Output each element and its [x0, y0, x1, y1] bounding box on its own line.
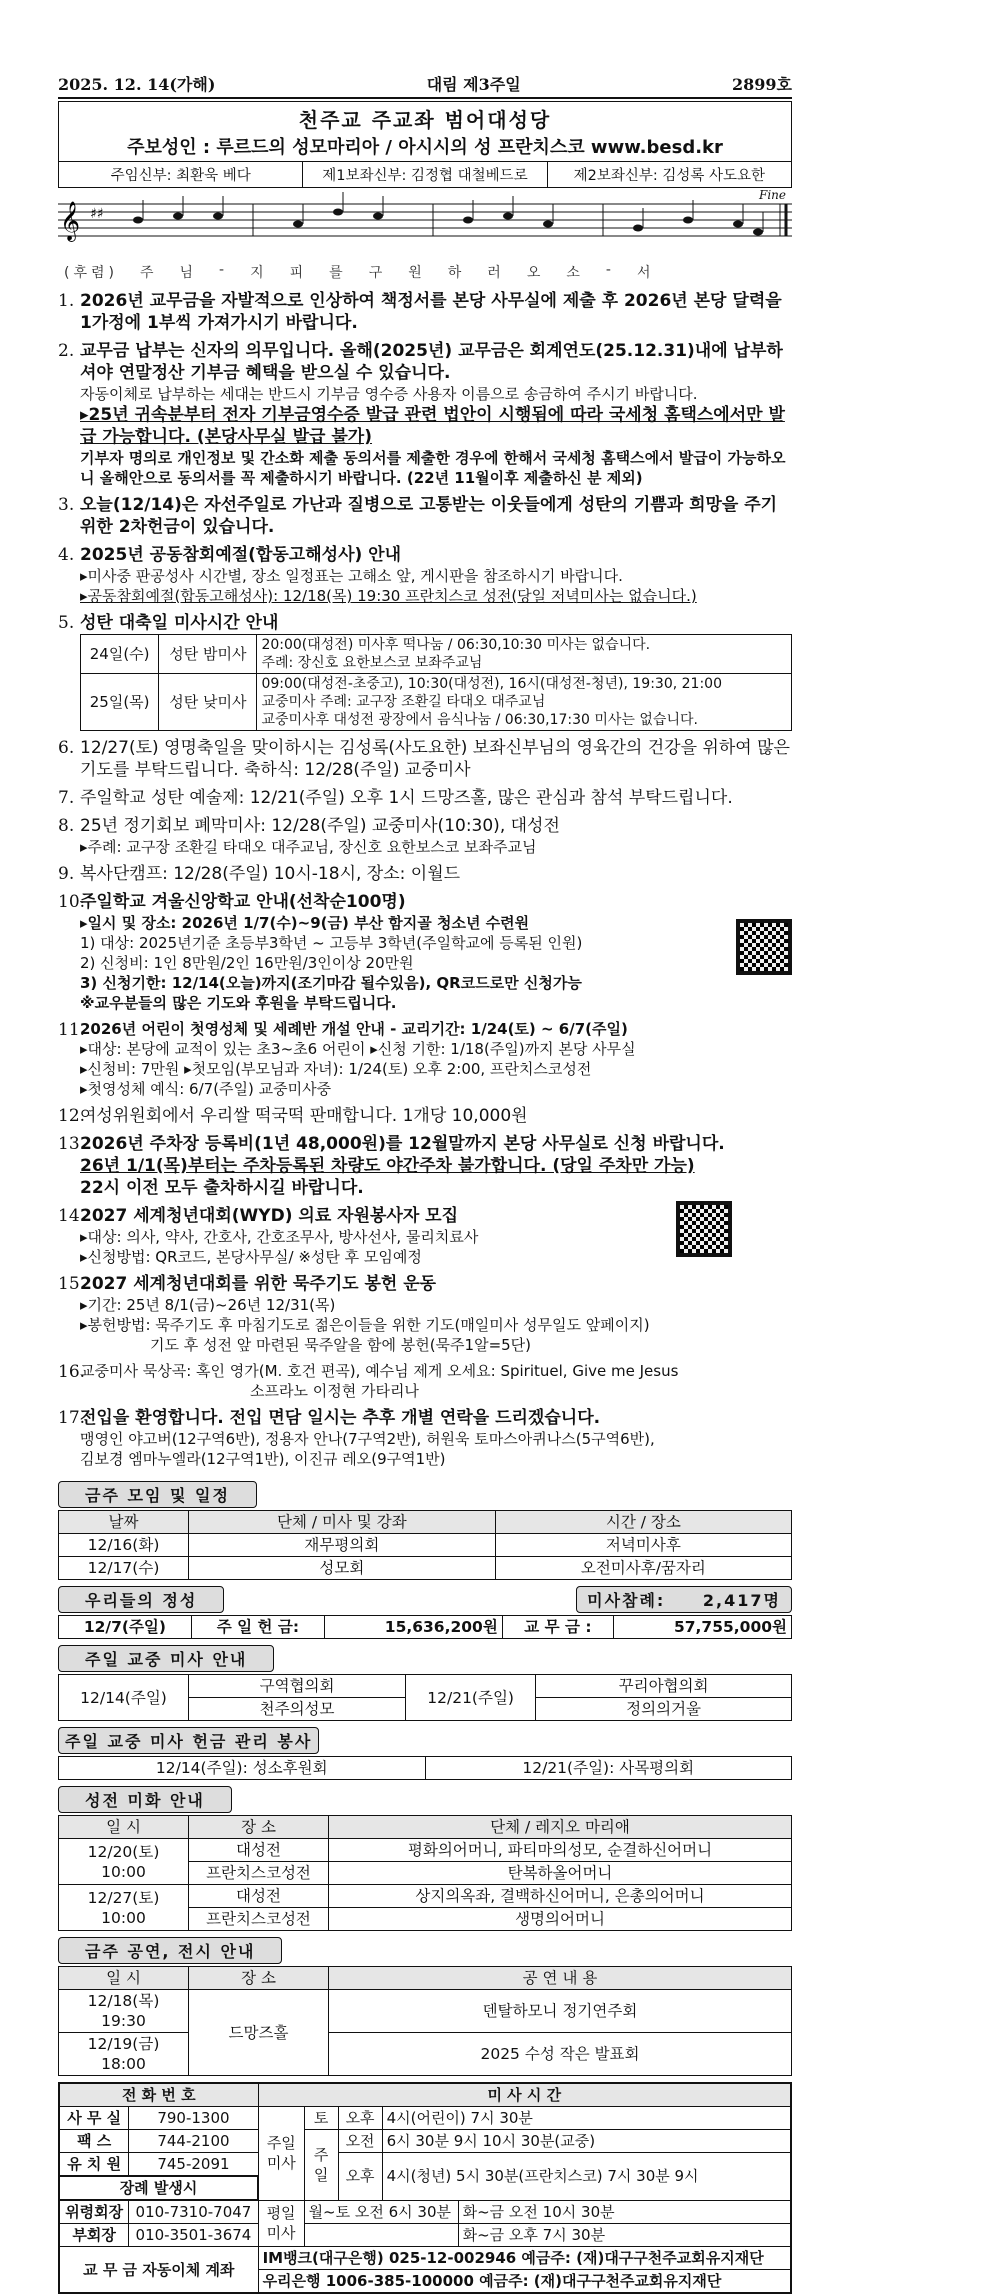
- item-line: 2026년 주차장 등록비(1년 48,000원)를 12월말까지 본당 사무실로 신청 바랍니다.: [80, 1134, 725, 1154]
- music-note: [683, 217, 693, 224]
- item-line: ▸기간: 25년 8/1(금)~26년 12/31(목): [80, 1296, 336, 1314]
- svg-text:𝄞: 𝄞: [60, 201, 81, 241]
- title-box: [58, 101, 792, 162]
- funeral-phone[interactable]: 010-3501-3674: [129, 2224, 258, 2247]
- attendance-value: 2,417명: [702, 1591, 781, 1610]
- col-header: 단체 / 레지오 마리애: [329, 1816, 792, 1839]
- sunday-mass-label: 주일 미사: [258, 2107, 304, 2201]
- music-note: [633, 225, 643, 232]
- weekday-times: 화~금 오후 7시 30분: [458, 2224, 791, 2247]
- item-line: ▸첫영성체 예식: 6/7(주일) 교중미사중: [80, 1080, 332, 1098]
- cell: 성모회: [189, 1557, 496, 1580]
- item-line: ※교우분들의 많은 기도와 후원을 부탁드립니다.: [80, 994, 397, 1012]
- offering-date: 12/7(주일): [59, 1616, 192, 1639]
- item-line: ▸신청비: 7만원 ▸첫모임(부모님과 자녀): 1/24(토) 오후 2:00, 프란치스코성전: [80, 1060, 592, 1078]
- assistant-1: 제1보좌신부: 김정협 대철베드로: [303, 162, 547, 187]
- item-number: 16.: [58, 1362, 86, 1382]
- mass-line: 09:00(대성전-초중고), 10:30(대성전), 16시(대성전-청년), 19:30, 21:00: [261, 676, 722, 692]
- cell: 12/20(토) 10:00: [59, 1839, 189, 1885]
- decoration-table: [58, 1815, 792, 1931]
- item-text: 성탄 대축일 미사시간 안내: [80, 613, 279, 633]
- attendance-label: 미사참례:: [587, 1591, 666, 1610]
- dues-amount: 57,755,000원: [614, 1616, 792, 1639]
- funeral-heading: 장례 발생시: [59, 2176, 258, 2200]
- col-header: 일 시: [59, 1816, 189, 1839]
- collection-cell: 12/21(주일): 사목평의회: [425, 1757, 792, 1780]
- pm-label: 오후: [338, 2153, 382, 2201]
- mass-line: 교중미사후 대성전 광장에서 음식나눔 / 06:30,17:30 미사는 없습니다.: [261, 712, 698, 728]
- item-2: [58, 340, 792, 488]
- offering-amount: 15,636,200원: [324, 1616, 502, 1639]
- guide-group: 천주의성모: [189, 1698, 406, 1721]
- music-note: [733, 221, 743, 228]
- cell: 상지의옥좌, 결백하신어머니, 은총의어머니: [329, 1885, 792, 1908]
- svg-text:♯♯: ♯♯: [90, 206, 104, 222]
- phone-label: 유 치 원: [59, 2153, 129, 2177]
- item-9: [58, 863, 792, 885]
- item-number: 10.: [58, 892, 86, 912]
- item-line: 2027 세계청년대회를 위한 묵주기도 봉헌 운동: [80, 1274, 437, 1294]
- cell: 12/27(토) 10:00: [59, 1885, 189, 1931]
- priests-row: [58, 162, 792, 188]
- cell: 평화의어머니, 파티마의성모, 순결하신어머니: [329, 1839, 792, 1862]
- col-header: 장 소: [189, 1816, 329, 1839]
- christmas-mass-table: [80, 634, 792, 731]
- guide-group: 정의의거울: [536, 1698, 792, 1721]
- table-row: [59, 1885, 792, 1908]
- cell: 프란치스코성전: [189, 1908, 329, 1931]
- phone-label: 사 무 실: [59, 2107, 129, 2130]
- bank-account: IM뱅크(대구은행) 025-12-002946 예금주: (재)대구구천주교회유지재단: [258, 2247, 791, 2270]
- lyric-syllable: 를: [329, 265, 347, 281]
- item-line: 22시 이전 모두 출차하시길 바랍니다.: [80, 1178, 364, 1198]
- item-number: 2.: [58, 341, 75, 361]
- mass-line: 교중미사 주례: 교구장 조환길 타대오 대주교님: [261, 694, 546, 710]
- cell: 생명의어머니: [329, 1908, 792, 1931]
- sat-label: 토: [304, 2107, 338, 2130]
- offering-head-row: [58, 1580, 792, 1613]
- performance-heading: 금주 공연, 전시 안내: [58, 1937, 282, 1964]
- item-line: 주일학교 겨울신앙학교 안내(선착순100명): [80, 892, 406, 912]
- lyric-syllable: 피: [289, 265, 308, 281]
- item-text: 여성위원회에서 우리쌀 떡국떡 판매합니다. 1개당 10,000원: [80, 1106, 528, 1126]
- collection-table: [58, 1756, 792, 1780]
- col-header: 단체 / 미사 및 강좌: [189, 1511, 496, 1534]
- performance-table: [58, 1966, 792, 2076]
- cell: 프란치스코성전: [189, 1862, 329, 1885]
- item-line: 2) 신청비: 1인 8만원/2인 16만원/3인이상 20만원: [80, 954, 414, 972]
- item-text: 12/27(토) 영명축일을 맞이하시는 김성록(사도요한) 보좌신부님의 영육간의 건강을 위하여 많은 기도를 부탁드립니다. 축하식: 12/28(주일) 교중미사: [80, 738, 790, 780]
- collection-heading: 주일 교중 미사 헌금 관리 봉사: [58, 1727, 319, 1754]
- item-6: [58, 737, 792, 781]
- announcement-list: [58, 290, 792, 1469]
- cell: 탄복하올어머니: [329, 1862, 792, 1885]
- item-text: 2026년 교무금을 자발적으로 인상하여 책정서를 본당 사무실에 제출 후 2026년 본당 달력을 1가정에 1부씩 가져가시기 바랍니다.: [80, 291, 782, 333]
- cell: 12/16(화): [59, 1534, 189, 1557]
- item-number: 11.: [58, 1020, 86, 1040]
- guide-date: 12/21(주일): [406, 1675, 536, 1721]
- item-number: 14.: [58, 1206, 86, 1226]
- item-7: [58, 787, 792, 809]
- item-line: 자동이체로 납부하는 세대는 반드시 기부금 영수증 사용자 이름으로 송금하여 주시기 바랍니다.: [80, 385, 698, 403]
- phone-number[interactable]: 744-2100: [129, 2130, 258, 2153]
- item-4: [58, 544, 792, 606]
- item-line: ▸25년 귀속분부터 전자 기부금영수증 발급 관련 법안이 시행됨에 따라 국세청 홈택스에서만 발급 가능합니다. (본당사무실 발급 불가): [80, 405, 785, 447]
- music-note: [373, 213, 383, 220]
- offering-table: [58, 1615, 792, 1639]
- item-11: [58, 1019, 792, 1099]
- guide-group: 구역협의회: [189, 1675, 406, 1698]
- item-3: [58, 494, 792, 538]
- item-line: 1) 대상: 2025년기준 초등부3학년 ~ 고등부 3학년(주일학교에 등록된 인원): [80, 934, 583, 952]
- cell: 12/17(수): [59, 1557, 189, 1580]
- item-line: 2027 세계청년대회(WYD) 의료 자원봉사자 모집: [80, 1206, 459, 1226]
- music-note: [213, 213, 223, 220]
- item-number: 6.: [58, 738, 75, 758]
- table-row: [59, 1534, 792, 1557]
- music-note: [173, 213, 183, 220]
- parish-title: 천주교 주교좌 범어대성당: [298, 108, 552, 132]
- col-header: 날짜: [59, 1511, 189, 1534]
- item-line: ▸신청방법: QR코드, 본당사무실/ ※성탄 후 모임예정: [80, 1248, 422, 1266]
- lyric-syllable: -: [605, 262, 615, 278]
- item-line: 소프라노 이정현 가타리나: [250, 1382, 419, 1400]
- music-note: [753, 229, 763, 236]
- pm-label: 오후: [338, 2107, 382, 2130]
- mass-label: 성탄 낮미사: [159, 674, 257, 731]
- cell: 12/18(목) 19:30: [59, 1990, 189, 2033]
- table-row: [59, 1839, 792, 1862]
- cell: 대성전: [189, 1839, 329, 1862]
- item-line: 교중미사 묵상곡: 혹인 영가(M. 호건 편곡), 예수님 제게 오세요: Spirituel, Give me Jesus: [80, 1362, 679, 1380]
- item-5: [58, 612, 792, 731]
- parish-subtitle: 주보성인 : 루르드의 성모마리아 / 아시시의 성 프란치스코 www.besd.kr: [127, 137, 723, 158]
- item-number: 9.: [58, 864, 75, 884]
- lyric-syllable: 원: [408, 265, 426, 281]
- pastor: 주임신부: 최환욱 베다: [59, 162, 303, 187]
- item-number: 7.: [58, 788, 75, 808]
- cell: 드망즈홀: [189, 1990, 329, 2076]
- weekday-times: 화~금 오전 10시 30분: [458, 2200, 791, 2224]
- sat-times: 4시(어린이) 7시 30분: [382, 2107, 791, 2130]
- item-line: 기부자 명의로 개인정보 및 간소화 제출 동의서를 제출한 경우에 한해서 국세청 홈택스에서 발급이 가능하오니 올해안으로 동의서를 꼭 제출하시기 바랍니다. (22년 11월이후 제출하신 분 제외): [80, 449, 786, 487]
- table-row: [59, 1990, 792, 2033]
- offering-label: 주 일 헌 금:: [191, 1616, 324, 1639]
- item-1: [58, 290, 792, 334]
- collection-cell: 12/14(주일): 성소후원회: [59, 1757, 426, 1780]
- item-line: ▸대상: 본당에 교적이 있는 초3~초6 어린이 ▸신청 기한: 1/18(주일)까지 본당 사무실: [80, 1040, 636, 1058]
- assistant-2: 제2보좌신부: 김성록 사도요한: [573, 168, 766, 184]
- table-row: [59, 1557, 792, 1580]
- guide-date: 12/14(주일): [59, 1675, 189, 1721]
- lyric-syllable: 하: [447, 265, 466, 281]
- item-number: 1.: [58, 291, 75, 311]
- lyric-syllable: 주: [139, 265, 158, 281]
- item-line: 26년 1/1(목)부터는 주차등록된 차량도 야간주차 불가합니다. (당일 주차만 가능): [80, 1156, 695, 1176]
- music-note: [543, 221, 553, 228]
- phone-heading: 전 화 번 호: [59, 2083, 258, 2107]
- item-number: 12.: [58, 1106, 86, 1126]
- item-line: ▸일시 및 장소: 2026년 1/7(수)~9(금) 부산 함지골 청소년 수련원: [80, 914, 530, 932]
- music-note: [133, 217, 143, 224]
- music-note: [503, 213, 513, 220]
- item-number: 4.: [58, 545, 75, 565]
- music-note: [463, 217, 473, 224]
- sun-pm-times: 4시(청년) 5시 30분(프란치스코) 7시 30분 9시: [382, 2153, 791, 2201]
- lyric-syllable: 소: [566, 265, 584, 281]
- item-line: ▸주례: 교구장 조환길 타대오 대주교님, 장신호 요한보스코 보좌주교님: [80, 838, 537, 856]
- phone-label: 팩 스: [59, 2130, 129, 2153]
- item-14: [58, 1205, 792, 1267]
- offering-heading: 우리들의 정성: [58, 1586, 224, 1613]
- mass-line: 주례: 장신호 요한보스코 보좌주교님: [261, 655, 483, 671]
- header-line: [58, 72, 792, 99]
- music-note: [293, 221, 303, 228]
- item-number: 3.: [58, 495, 75, 515]
- cell: 덴탈하모니 정기연주회: [329, 1990, 792, 2033]
- mass-line: 20:00(대성전) 미사후 떡나눔 / 06:30,10:30 미사는 없습니다.: [261, 637, 651, 653]
- phone-number[interactable]: 745-2091: [129, 2153, 258, 2177]
- mass-heading: 미 사 시 간: [258, 2083, 791, 2107]
- lyric-syllable: -: [219, 262, 229, 278]
- sunday-guide-heading: 주일 교중 미사 안내: [58, 1645, 274, 1672]
- weekly-heading: 금주 모임 및 일정: [58, 1481, 257, 1508]
- item-13: [58, 1133, 792, 1199]
- item-text: 복사단캠프: 12/28(주일) 10시-18시, 장소: 이월드: [80, 864, 461, 884]
- item-15: [58, 1273, 792, 1355]
- liturgical-week: 대림 제3주일: [426, 75, 521, 94]
- item-line: 2026년 어린이 첫영성체 및 세례반 개설 안내 - 교리기간: 1/24(토) ~ 6/7(주일): [80, 1020, 628, 1038]
- item-line: 기도 후 성전 앞 마련된 묵주알을 함에 봉헌(묵주1알=5단): [150, 1336, 532, 1354]
- lyric-syllable: 오: [526, 265, 545, 281]
- cell: 대성전: [189, 1885, 329, 1908]
- phone-number[interactable]: 790-1300: [129, 2107, 258, 2130]
- item-17: [58, 1407, 792, 1469]
- weekday-label: 평일 미사: [258, 2200, 304, 2247]
- item-number: 8.: [58, 816, 75, 836]
- item-number: 15.: [58, 1274, 86, 1294]
- issue-date: 2025. 12. 14(가해): [58, 75, 216, 94]
- item-line: ▸봉헌방법: 묵주기도 후 마침기도로 젊은이들을 위한 기도(매일미사 성무일도 앞페이지): [80, 1316, 650, 1334]
- item-number: 17.: [58, 1408, 86, 1428]
- music-note: [333, 209, 343, 216]
- funeral-label: 부회장: [59, 2224, 129, 2247]
- item-line: 2025년 공동참회예절(합동고해성사) 안내: [80, 545, 402, 565]
- col-header: 일 시: [59, 1967, 189, 1990]
- funeral-label: 위령회장: [59, 2200, 129, 2224]
- item-line: 25년 정기회보 폐막미사: 12/28(주일) 교중미사(10:30), 대성전: [80, 816, 560, 836]
- sun-label: 주일: [304, 2130, 338, 2201]
- dues-auto-label: 교 무 금 자동이체 계좌: [59, 2247, 258, 2294]
- lyric-syllable: 서: [636, 265, 655, 281]
- item-line: ▸미사중 판공성사 시간별, 장소 일정표는 고해소 앞, 게시판을 참조하시기 바랍니다.: [80, 567, 623, 585]
- qr-code-icon[interactable]: [736, 919, 792, 975]
- item-number: 5.: [58, 613, 75, 633]
- cell: 저녁미사후: [495, 1534, 791, 1557]
- item-16: [58, 1361, 792, 1401]
- col-header: 공 연 내 용: [329, 1967, 792, 1990]
- col-header: 장 소: [189, 1967, 329, 1990]
- weekly-table: [58, 1510, 792, 1580]
- fine-mark: Fine: [759, 188, 786, 202]
- cell: 재무평의회: [189, 1534, 496, 1557]
- mass-day: 24일(수): [81, 635, 159, 674]
- item-12: [58, 1105, 792, 1127]
- item-10: [58, 891, 792, 1013]
- item-8: [58, 815, 792, 857]
- am-label: 오전: [338, 2130, 382, 2153]
- lyric-syllable: 구: [368, 265, 387, 281]
- item-number: 13.: [58, 1134, 86, 1154]
- bank-account: 우리은행 1006-385-100000 예금주: (재)대구구천주교회유지재단: [258, 2270, 791, 2294]
- lyric-syllable: 님: [179, 265, 198, 281]
- decoration-heading: 성전 미화 안내: [58, 1786, 232, 1813]
- issue-number: 2899호: [731, 75, 792, 94]
- dues-label: 교 무 금 :: [502, 1616, 613, 1639]
- item-line: 김보경 엠마누엘라(12구역1반), 이진규 레오(9구역1반): [80, 1450, 446, 1468]
- music-staff: [58, 188, 792, 266]
- col-header: 시간 / 장소: [495, 1511, 791, 1534]
- lyric-syllable: 지: [250, 265, 268, 281]
- attendance-box: [576, 1586, 792, 1613]
- cell: 12/19(금) 18:00: [59, 2033, 189, 2076]
- weekday-times: 월~토 오전 6시 30분: [304, 2200, 458, 2224]
- lyric-syllable: 러: [487, 265, 505, 281]
- sun-am-times: 6시 30분 9시 10시 30분(교중): [382, 2130, 791, 2153]
- table-row: [59, 2033, 792, 2076]
- funeral-phone[interactable]: 010-7310-7047: [129, 2200, 258, 2224]
- item-line: 전입을 환영합니다. 전입 면담 일시는 추후 개별 연락을 드리겠습니다.: [80, 1408, 601, 1428]
- mass-day: 25일(목): [81, 674, 159, 731]
- lyric-syllable: (후렴): [64, 265, 118, 281]
- item-line: 3) 신청기한: 12/14(오늘)까지(조기마감 될수있음), QR코드로만 신청가능: [80, 974, 582, 992]
- cell: 2025 수성 작은 발표회: [329, 2033, 792, 2076]
- mass-label: 성탄 밤미사: [159, 635, 257, 674]
- staff-svg: [58, 194, 792, 266]
- item-text: 오늘(12/14)은 자선주일로 가난과 질병으로 고통받는 이웃들에게 성탄의 기쁨과 희망을 주기 위한 2차헌금이 있습니다.: [80, 495, 778, 537]
- item-line: ▸대상: 의사, 약사, 간호사, 간호조무사, 방사선사, 물리치료사: [80, 1228, 479, 1246]
- qr-code-icon[interactable]: [676, 1201, 732, 1257]
- item-line: 교무금 납부는 신자의 의무입니다. 올해(2025년) 교무금은 회계연도(25.12.31)내에 납부하셔야 연말정산 기부금 혜택을 받으실 수 있습니다.: [80, 341, 783, 383]
- item-line: 맹영인 야고버(12구역6반), 정용자 안나(7구역2반), 허원욱 토마스아퀴나스(5구역6반),: [80, 1430, 655, 1448]
- item-line: ▸공동참회예절(합동고해성사): 12/18(목) 19:30 프란치스코 성전(당일 저녁미사는 없습니다.): [80, 587, 697, 605]
- footer-table: [58, 2082, 792, 2294]
- guide-group: 꾸리아협의회: [536, 1675, 792, 1698]
- sunday-guide-table: [58, 1674, 792, 1721]
- cell: 오전미사후/꿈자리: [495, 1557, 791, 1580]
- item-text: 주일학교 성탄 예술제: 12/21(주일) 오후 1시 드망즈홀, 많은 관심과 참석 부탁드립니다.: [80, 788, 733, 808]
